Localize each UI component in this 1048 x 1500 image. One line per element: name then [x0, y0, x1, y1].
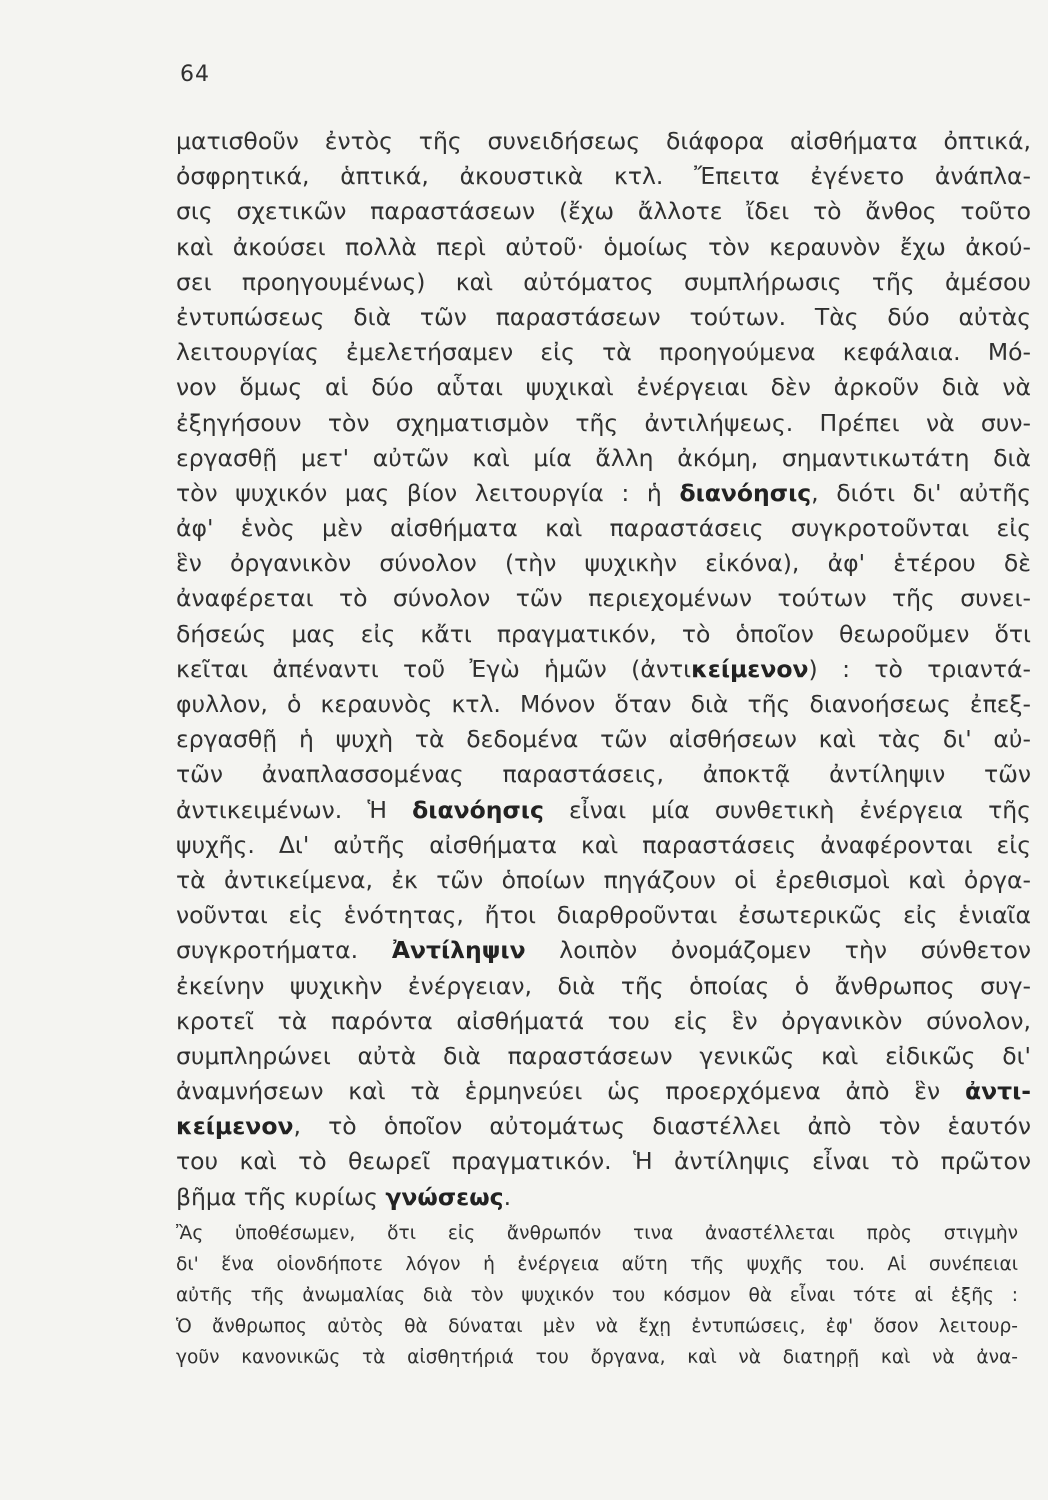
page-number: 64: [180, 62, 210, 87]
text-line: συμπληρώνει αὐτὰ διὰ παραστάσεων γενικῶς καὶ εἰδικῶς δι': [176, 1041, 1031, 1070]
small-text-line: δι' ἕνα οἱονδήποτε λόγον ἡ ἐνέργεια αὕτη τῆς ψυχῆς του. Αἱ συνέπειαι: [176, 1254, 1018, 1275]
bold-term: κείμενον: [176, 1112, 294, 1141]
text-line: ἀντικειμένων. Ἡ διανόησις εἶναι μία συνθετικὴ ἐνέργεια τῆς: [176, 795, 1031, 824]
text-line: εργασθῇ μετ' αὐτῶν καὶ μία ἄλλη ἀκόμη, σημαντικωτάτη διὰ: [176, 443, 1031, 472]
text-line: φυλλον, ὁ κεραυνὸς κτλ. Μόνον ὅταν διὰ τῆς διανοήσεως ἐπεξ-: [176, 690, 1031, 718]
small-print-paragraph: [176, 1218, 1018, 1373]
text-line: τῶν ἀναπλασσομένας παραστάσεις, ἀποκτᾷ ἀντίληψιν τῶν: [176, 760, 1031, 789]
text-line: του καὶ τὸ θεωρεῖ πραγματικόν. Ἡ ἀντίληψις εἶναι τὸ πρῶτον: [176, 1147, 1031, 1176]
text-line: ἀναμνήσεων καὶ τὰ ἑρμηνεύει ὡς προερχόμενα ἀπὸ ἓν ἀντι-: [176, 1077, 1031, 1106]
text-line: λειτουργίας ἐμελετήσαμεν εἰς τὰ προηγούμενα κεφάλαια. Μό-: [176, 338, 1031, 367]
text-line: ἓν ὀργανικὸν σύνολον (τὴν ψυχικὴν εἰκόνα), ἀφ' ἑτέρου δὲ: [176, 549, 1031, 578]
text-line: βῆμα τῆς κυρίως γνώσεως.: [176, 1182, 512, 1211]
text-line: εργασθῇ ἡ ψυχὴ τὰ δεδομένα τῶν αἰσθήσεων καὶ τὰς δι' αὐ-: [176, 725, 1031, 754]
text-line: τὸν ψυχικόν μας βίον λειτουργία : ἡ διανόησις, διότι δι' αὐτῆς: [176, 478, 1032, 507]
text-line: συγκροτήματα. Ἀντίληψιν λοιπὸν ὀνομάζομεν τὴν σύνθετον: [176, 936, 1032, 965]
text-line: ἐκείνην ψυχικὴν ἐνέργειαν, διὰ τῆς ὁποίας ὁ ἄνθρωπος συγ-: [176, 971, 1031, 1000]
text-line: κείμενον, τὸ ὁποῖον αὐτομάτως διαστέλλει ἀπὸ τὸν ἑαυτόν: [176, 1112, 1031, 1141]
text-line: κροτεῖ τὰ παρόντα αἰσθήματά του εἰς ἓν ὀργανικὸν σύνολον,: [176, 1006, 1031, 1035]
text-line: ἀφ' ἑνὸς μὲν αἰσθήματα καὶ παραστάσεις συγκροτοῦνται εἰς: [176, 514, 1031, 543]
text-line: ὀσφρητικά, ἁπτικά, ἀκουστικὰ κτλ. Ἔπειτα ἐγένετο ἀνάπλα-: [176, 162, 1031, 191]
text-line: ματισθοῦν ἐντὸς τῆς συνειδήσεως διάφορα αἰσθήματα ὀπτικά,: [176, 127, 1031, 155]
text-line: δήσεώς μας εἰς κἄτι πραγματικόν, τὸ ὁποῖον θεωροῦμεν ὅτι: [176, 619, 1031, 648]
text-line: νοῦνται εἰς ἑνότητας, ἤτοι διαρθροῦνται ἐσωτερικῶς εἰς ἑνιαῖα: [176, 901, 1031, 930]
text-line: σει προηγουμένως) καὶ αὐτόματος συμπλήρωσις τῆς ἀμέσου: [176, 267, 1031, 296]
small-text-line: Ὁ ἄνθρωπος αὐτὸς θὰ δύναται μὲν νὰ ἔχῃ ἐντυπώσεις, ἐφ' ὅσον λειτουρ-: [176, 1316, 1018, 1337]
text-line: τὰ ἀντικείμενα, ἐκ τῶν ὁποίων πηγάζουν οἱ ἐρεθισμοὶ καὶ ὀργα-: [176, 865, 1031, 894]
text-line: σις σχετικῶν παραστάσεων (ἔχω ἄλλοτε ἴδει τὸ ἄνθος τοῦτο: [176, 197, 1031, 226]
bold-term: Ἀντίληψιν: [391, 936, 526, 965]
bold-term: διανόησις: [679, 478, 812, 507]
text-line: κεῖται ἀπέναντι τοῦ Ἐγὼ ἡμῶν (ἀντικείμενον) : τὸ τριαντά-: [176, 654, 1031, 683]
text-line: νον ὅμως αἱ δύο αὗται ψυχικαὶ ἐνέργειαι δὲν ἀρκοῦν διὰ νὰ: [176, 373, 1031, 402]
bold-term: διανόησις: [412, 795, 544, 824]
small-text-line: γοῦν κανονικῶς τὰ αἰσθητήριά του ὄργανα, καὶ νὰ διατηρῇ καὶ νὰ ἀνα-: [176, 1347, 1018, 1368]
small-text-line: Ἂς ὑποθέσωμεν, ὅτι εἰς ἄνθρωπόν τινα ἀναστέλλεται πρὸς στιγμὴν: [176, 1223, 1018, 1244]
text-line: καὶ ἀκούσει πολλὰ περὶ αὐτοῦ· ὁμοίως τὸν κεραυνὸν ἔχω ἀκού-: [176, 232, 1031, 261]
small-text-line: αὐτῆς τῆς ἀνωμαλίας διὰ τὸν ψυχικόν του κόσμον θὰ εἶναι τότε αἱ ἑξῆς :: [176, 1285, 1018, 1306]
bold-term: κείμενον: [691, 654, 809, 683]
bold-term: γνώσεως: [385, 1182, 504, 1211]
text-line: ψυχῆς. Δι' αὐτῆς αἰσθήματα καὶ παραστάσεις ἀναφέρονται εἰς: [176, 830, 1031, 859]
text-line: ἐντυπώσεως διὰ τῶν παραστάσεων τούτων. Τὰς δύο αὐτὰς: [176, 302, 1031, 331]
text-line: ἀναφέρεται τὸ σύνολον τῶν περιεχομένων τούτων τῆς συνει-: [176, 584, 1031, 613]
main-text: [176, 124, 1031, 1215]
bold-term: ἀντι-: [964, 1077, 1031, 1106]
text-line: ἐξηγήσουν τὸν σχηματισμὸν τῆς ἀντιλήψεως. Πρέπει νὰ συν-: [176, 408, 1031, 437]
